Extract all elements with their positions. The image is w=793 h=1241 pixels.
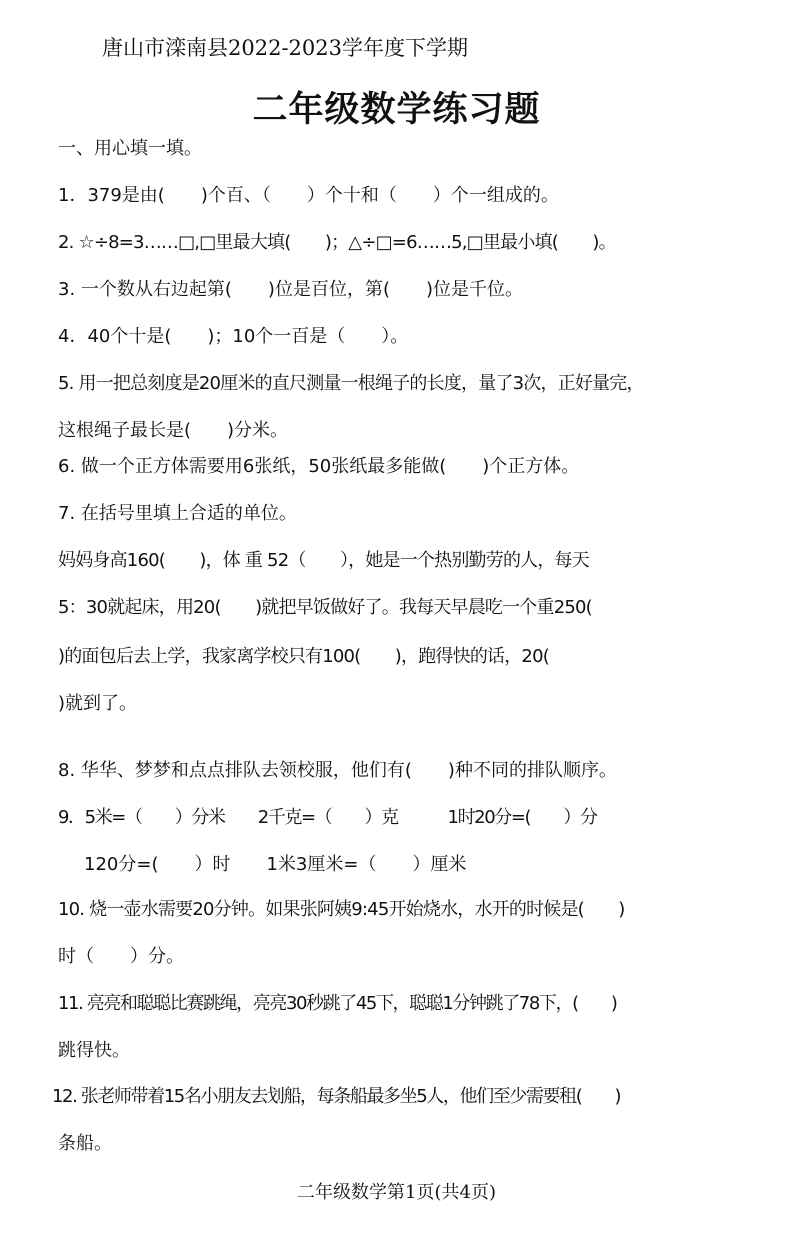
question-7: 7. 在括号里填上合适的单位。 [58,503,297,524]
question-12: 12. 张老师带着15名小朋友去划船，每条船最多坐5人，他们至少需要租( ) [52,1086,621,1107]
question-7-line-2: 5：30就起床，用20( )就把早饭做好了。我每天早晨吃一个重250( [58,597,592,618]
question-9: 9．5米=（ ）分米 2千克=（ ）克 1时20分=( ）分 [58,807,597,828]
question-4: 4．40个十是( )；10个一百是（ ）。 [58,326,409,347]
question-7-line-3: )的面包后去上学，我家离学校只有100( )，跑得快的话，20( [58,646,549,667]
question-9-cont: 120分=( ）时 1米3厘米=（ ）厘米 [84,854,467,875]
question-11-cont: 跳得快。 [58,1040,130,1061]
question-12-cont: 条船。 [58,1133,112,1154]
question-8: 8. 华华、梦梦和点点排队去领校服，他们有( )种不同的排队顺序。 [58,760,617,781]
section-heading: 一、用心填一填。 [58,138,202,159]
question-1: 1．379是由( )个百、（ ）个十和（ ）个一组成的。 [58,185,559,206]
question-6: 6. 做一个正方体需要用6张纸，50张纸最多能做( )个正方体。 [58,456,580,477]
question-3: 3. 一个数从右边起第( )位是百位，第( )位是千位。 [58,279,523,300]
exam-region-header: 唐山市滦南县2022-2023学年度下学期 [102,36,468,60]
question-7-line-1: 妈妈身高160( )，体 重 52（ ），她是一个热别勤劳的人，每天 [58,550,589,571]
question-5: 5. 用一把总刻度是20厘米的直尺测量一根绳子的长度，量了3次，正好量完， [58,373,644,394]
page-footer: 二年级数学第1页(共4页) [297,1182,496,1203]
question-2: 2. ☆÷8=3……□,□里最大填( )；△÷□=6……5,□里最小填( )。 [58,232,616,253]
question-5-cont: 这根绳子最长是( )分米。 [58,420,289,441]
question-11: 11. 亮亮和聪聪比赛跳绳，亮亮30秒跳了45下，聪聪1分钟跳了78下，( ) [58,993,617,1014]
question-7-line-4: )就到了。 [58,693,138,714]
question-10-cont: 时（ ）分。 [58,946,184,967]
page-title: 二年级数学练习题 [252,90,541,130]
question-10: 10. 烧一壶水需要20分钟。如果张阿姨9:45开始烧水，水开的时候是( ) [58,899,625,920]
